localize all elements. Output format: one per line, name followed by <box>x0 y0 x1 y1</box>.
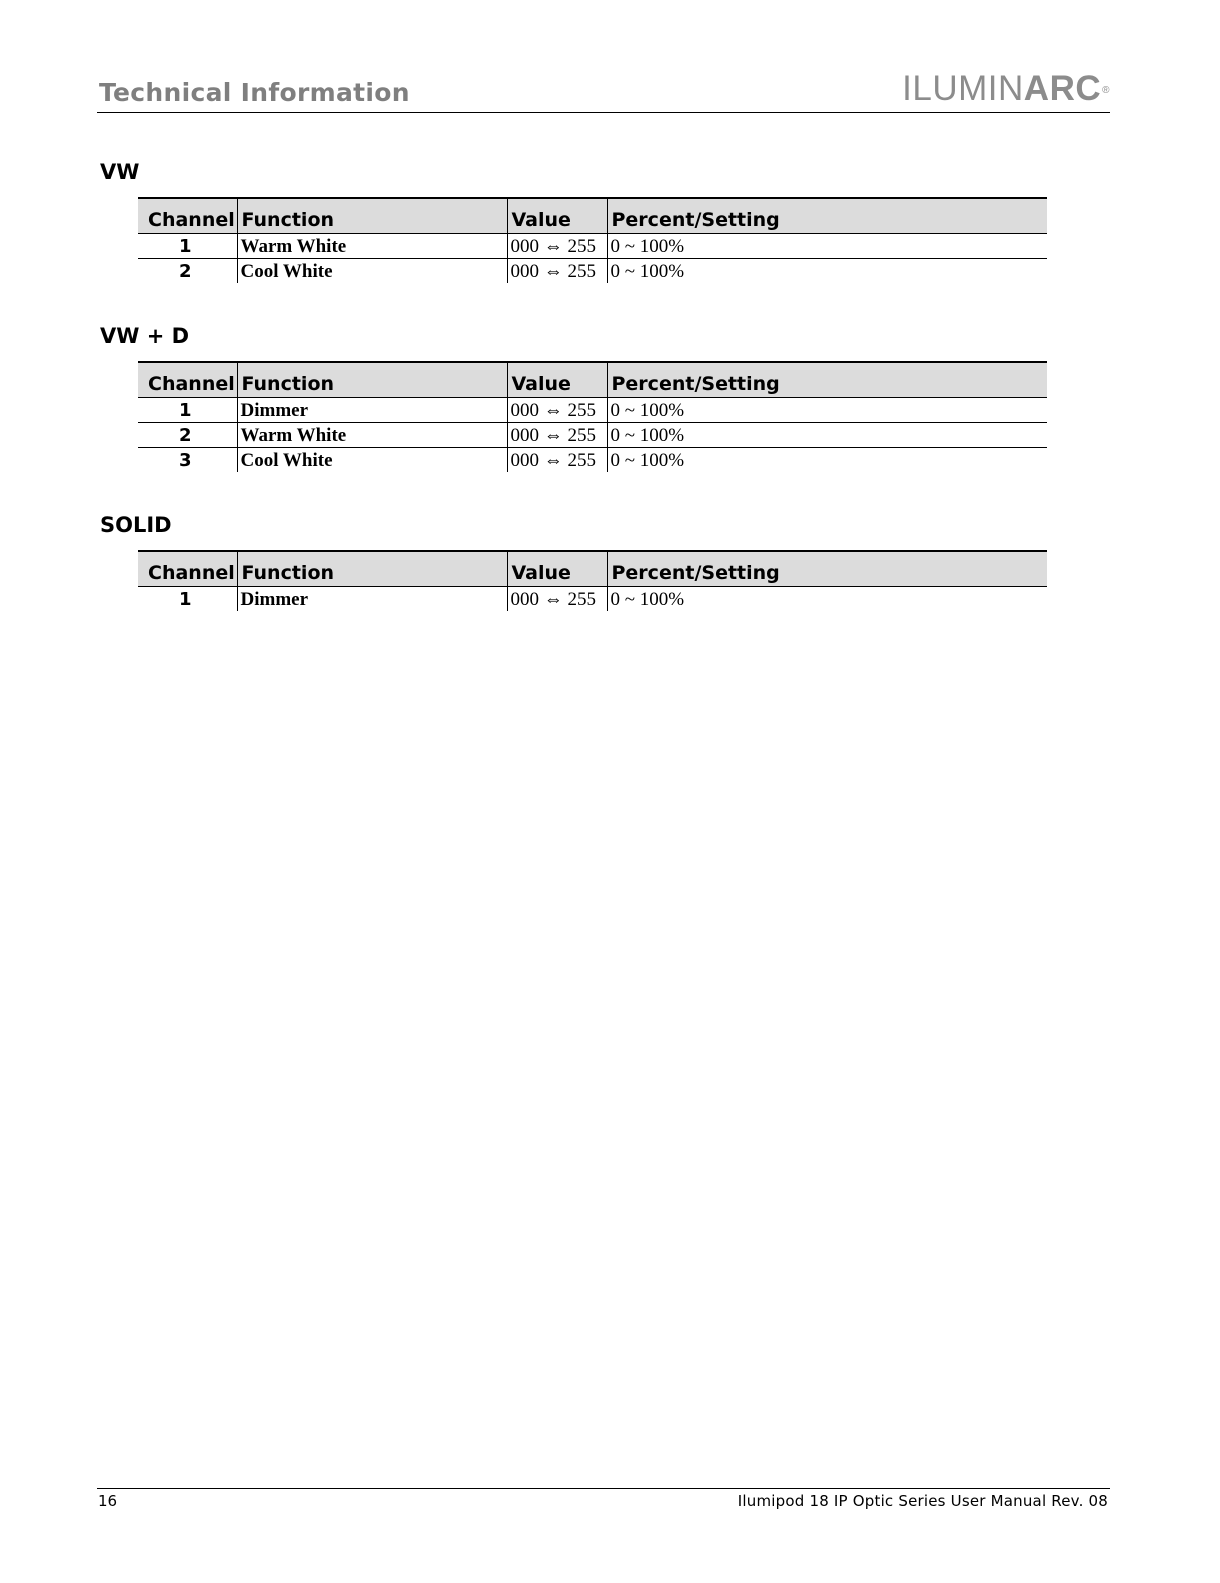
value-cell: 000 ⇔ 255 <box>507 587 607 612</box>
channel-cell: 1 <box>178 589 192 610</box>
channel-cell: 1 <box>138 234 237 259</box>
setting-cell: 0 ~ 100% <box>607 259 1047 284</box>
table-row <box>138 259 1047 284</box>
table-row <box>138 448 1047 473</box>
table-header-row <box>138 551 1047 587</box>
table-row <box>138 587 1047 612</box>
column-header-function: Function <box>237 362 507 398</box>
setting-cell: 0 ~ 100% <box>607 587 1047 612</box>
table-row <box>138 423 1047 448</box>
manual-title: Ilumipod 18 IP Optic Series User Manual Rev. 08 <box>737 1492 1108 1510</box>
column-header-function: Function <box>237 198 507 234</box>
value-cell: 000 ⇔ 255 <box>507 448 607 473</box>
value-cell: 000 ⇔ 255 <box>507 398 607 423</box>
function-cell: Warm White <box>237 423 507 448</box>
logo-text-regular: ILUMIN <box>902 69 1024 108</box>
dmx-table-vw-d <box>138 361 1047 472</box>
channel-cell: 1 <box>138 398 237 423</box>
setting-cell: 0 ~ 100% <box>607 423 1047 448</box>
column-header-value: Value <box>507 551 607 587</box>
column-header-percent-setting: Percent/Setting <box>607 362 1047 398</box>
setting-cell: 0 ~ 100% <box>607 448 1047 473</box>
page-header <box>97 69 1110 113</box>
table-header-row <box>138 362 1047 398</box>
table-row <box>138 398 1047 423</box>
section-title: SOLID <box>100 513 172 537</box>
logo-text-bold: ARC <box>1023 69 1102 108</box>
section-title: VW <box>100 160 140 184</box>
function-cell: Warm White <box>237 234 507 259</box>
channel-cell: 3 <box>178 450 192 471</box>
channel-cell: 2 <box>138 423 237 448</box>
column-header-value: Value <box>507 198 607 234</box>
dmx-table-vw <box>138 197 1047 283</box>
value-cell: 000 ⇔ 255 <box>507 234 607 259</box>
iluminarc-logo <box>902 69 1110 108</box>
column-header-percent-setting: Percent/Setting <box>607 551 1047 587</box>
value-cell: 000 ⇔ 255 <box>507 423 607 448</box>
function-cell: Dimmer <box>237 587 507 612</box>
function-cell: Dimmer <box>237 398 507 423</box>
dmx-table-solid <box>138 550 1047 611</box>
value-cell: 000 ⇔ 255 <box>507 259 607 284</box>
table-row <box>138 234 1047 259</box>
page-footer <box>97 1488 1110 1519</box>
page-number: 16 <box>98 1492 118 1510</box>
page-title: Technical Information <box>99 78 410 107</box>
function-cell: Cool White <box>237 448 507 473</box>
column-header-channel: Channel <box>138 198 237 234</box>
column-header-function: Function <box>237 551 507 587</box>
column-header-channel: Channel <box>138 362 237 398</box>
column-header-percent-setting: Percent/Setting <box>607 198 1047 234</box>
registered-mark: ® <box>1102 85 1110 96</box>
column-header-value: Value <box>507 362 607 398</box>
column-header-channel: Channel <box>138 551 237 587</box>
section-title: VW + D <box>100 324 190 348</box>
table-header-row <box>138 198 1047 234</box>
setting-cell: 0 ~ 100% <box>607 234 1047 259</box>
channel-cell: 2 <box>178 261 192 282</box>
setting-cell: 0 ~ 100% <box>607 398 1047 423</box>
function-cell: Cool White <box>237 259 507 284</box>
